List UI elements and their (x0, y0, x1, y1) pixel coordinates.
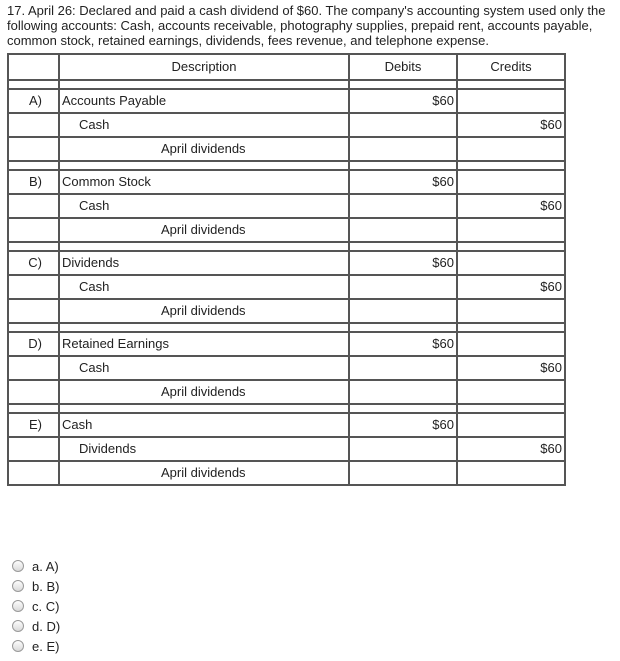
header-row (8, 54, 565, 80)
journal-table (7, 53, 566, 486)
spacer-row (8, 161, 565, 170)
credit-account: Cash (59, 194, 349, 218)
choice-a[interactable] (12, 556, 60, 576)
empty-cell (457, 380, 565, 404)
debit-account: Cash (59, 413, 349, 437)
spacer-row (8, 80, 565, 89)
debit-row (8, 332, 565, 356)
spacer-row (8, 242, 565, 251)
empty-cell (8, 137, 59, 161)
entry-letter: C) (8, 251, 59, 275)
choice-d[interactable] (12, 616, 60, 636)
memo-text: April dividends (59, 218, 349, 242)
empty-cell (457, 299, 565, 323)
empty-cell (457, 170, 565, 194)
choice-label: a. A) (32, 558, 59, 574)
debit-row (8, 170, 565, 194)
empty-cell (349, 356, 457, 380)
credit-amount: $60 (457, 113, 565, 137)
credit-row (8, 113, 565, 137)
debit-account: Accounts Payable (59, 89, 349, 113)
empty-cell (8, 461, 59, 485)
choice-label: c. C) (32, 598, 60, 614)
question-text: 17. April 26: Declared and paid a cash dividend of $60. The company's accounting system used only the following accounts: Cash, accounts receivable, photography supplies, prepaid rent, accounts payable, common stock, retained earnings, dividends, fees revenue, and telephone expense. (7, 3, 606, 48)
empty-cell (8, 356, 59, 380)
empty-cell (349, 113, 457, 137)
empty-cell (349, 299, 457, 323)
debit-amount: $60 (349, 170, 457, 194)
credit-amount: $60 (457, 275, 565, 299)
radio-button[interactable] (12, 580, 24, 592)
empty-cell (8, 299, 59, 323)
debit-account: Retained Earnings (59, 332, 349, 356)
credit-account: Cash (59, 113, 349, 137)
empty-cell (8, 113, 59, 137)
memo-row (8, 218, 565, 242)
header-debits: Debits (349, 54, 457, 80)
memo-text: April dividends (59, 461, 349, 485)
credit-row (8, 356, 565, 380)
empty-cell (8, 275, 59, 299)
memo-row (8, 380, 565, 404)
credit-amount: $60 (457, 194, 565, 218)
memo-text: April dividends (59, 380, 349, 404)
empty-cell (349, 461, 457, 485)
debit-account: Dividends (59, 251, 349, 275)
spacer-row (8, 404, 565, 413)
empty-cell (349, 275, 457, 299)
header-blank (8, 54, 59, 80)
debit-row (8, 413, 565, 437)
debit-amount: $60 (349, 251, 457, 275)
radio-button[interactable] (12, 640, 24, 652)
header-credits: Credits (457, 54, 565, 80)
choice-label: d. D) (32, 618, 61, 634)
empty-cell (457, 89, 565, 113)
memo-text: April dividends (59, 299, 349, 323)
memo-text: April dividends (59, 137, 349, 161)
radio-button[interactable] (12, 600, 24, 612)
credit-row (8, 194, 565, 218)
memo-row (8, 137, 565, 161)
empty-cell (349, 194, 457, 218)
empty-cell (8, 218, 59, 242)
choice-b[interactable] (12, 576, 60, 596)
empty-cell (349, 380, 457, 404)
credit-account: Dividends (59, 437, 349, 461)
choice-label: b. B) (32, 578, 60, 594)
debit-account: Common Stock (59, 170, 349, 194)
debit-row (8, 89, 565, 113)
radio-button[interactable] (12, 560, 24, 572)
empty-cell (457, 218, 565, 242)
empty-cell (457, 413, 565, 437)
credit-row (8, 275, 565, 299)
debit-amount: $60 (349, 413, 457, 437)
radio-button[interactable] (12, 620, 24, 632)
credit-row (8, 437, 565, 461)
empty-cell (8, 437, 59, 461)
credit-account: Cash (59, 275, 349, 299)
empty-cell (349, 218, 457, 242)
credit-amount: $60 (457, 437, 565, 461)
spacer-row (8, 323, 565, 332)
entry-letter: A) (8, 89, 59, 113)
credit-amount: $60 (457, 356, 565, 380)
empty-cell (8, 194, 59, 218)
empty-cell (349, 437, 457, 461)
debit-row (8, 251, 565, 275)
debit-amount: $60 (349, 332, 457, 356)
empty-cell (349, 137, 457, 161)
credit-account: Cash (59, 356, 349, 380)
entry-letter: B) (8, 170, 59, 194)
debit-amount: $60 (349, 89, 457, 113)
choice-label: e. E) (32, 638, 60, 654)
choice-c[interactable] (12, 596, 60, 616)
empty-cell (457, 332, 565, 356)
empty-cell (457, 251, 565, 275)
entry-letter: D) (8, 332, 59, 356)
answer-choices (12, 556, 60, 656)
entry-letter: E) (8, 413, 59, 437)
choice-e[interactable] (12, 636, 60, 656)
empty-cell (457, 461, 565, 485)
memo-row (8, 299, 565, 323)
memo-row (8, 461, 565, 485)
empty-cell (8, 380, 59, 404)
header-description: Description (59, 54, 349, 80)
empty-cell (457, 137, 565, 161)
